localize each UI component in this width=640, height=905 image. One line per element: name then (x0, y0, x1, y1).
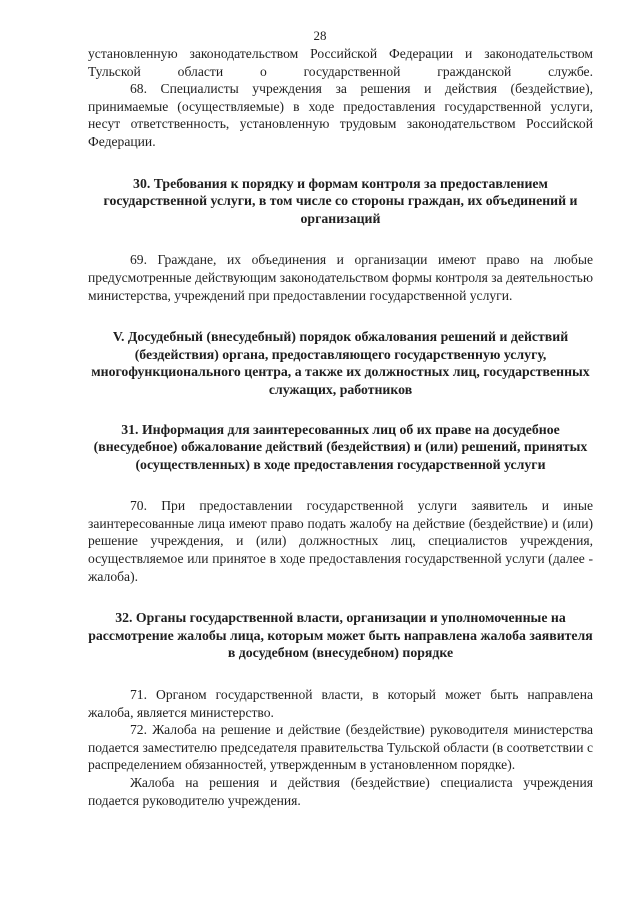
paragraph-68: 68. Специалисты учреждения за решения и действия (бездействие), принимаемые (осуществляемые) в ходе предоставления государственной услуги, несут ответственность, установленную трудовым законодательством Российской Федерации. (88, 81, 593, 149)
section-heading-30: 30. Требования к порядку и формам контроля за предоставлением государственной услуги, в том числе со стороны граждан, их объединений и организаций (103, 175, 578, 226)
section-heading-32: 32. Органы государственной власти, организации и уполномоченные на рассмотрение жалобы лица, которым может быть направлена жалоба заявителя в досудебном (внесудебном) порядке (88, 610, 593, 661)
section-heading-31: 31. Информация для заинтересованных лиц об их праве на досудебное (внесудебное) обжалование действий (бездействия) и (или) решений, принятых (осуществленных) в ходе предоставления государственной услуги (93, 421, 588, 472)
paragraph-70: 70. При предоставлении государственной услуги заявитель и иные заинтересованные лица имеют право подать жалобу на действие (бездействие) и (или) решение учреждения, и (или) должностных лиц, специалистов учреждения, осуществляемое или принятое в ходе предоставления государственной услуги (далее - жалоба). (88, 498, 593, 584)
paragraph-continuation: установленную законодательством Российской Федерации и законодательством Тульской области о государственной гражданской службе. (88, 46, 593, 79)
paragraph-69: 69. Граждане, их объединения и организации имеют право на любые предусмотренные действующим законодательством формы контроля за деятельностью министерства, учреждений при предоставлении государственной услуги. (88, 252, 593, 303)
paragraph-71: 71. Органом государственной власти, в который может быть направлена жалоба, является министерство. (88, 687, 593, 720)
paragraph-72-continued: Жалоба на решения и действия (бездействие) специалиста учреждения подается руководителю учреждения. (88, 775, 593, 808)
document-body (88, 45, 593, 809)
chapter-heading-v: V. Досудебный (внесудебный) порядок обжалования решений и действий (бездействия) органа, предоставляющего государственную услугу, многофункционального центра, а также их должностных лиц, государственных служащих, работников (91, 329, 590, 397)
paragraph-72: 72. Жалоба на решение и действие (бездействие) руководителя министерства подается заместителю председателя правительства Тульской области (в соответствии с распределением обязанностей, утвержденным в установленном порядке). (88, 722, 593, 773)
page-number: 28 (313, 28, 327, 43)
